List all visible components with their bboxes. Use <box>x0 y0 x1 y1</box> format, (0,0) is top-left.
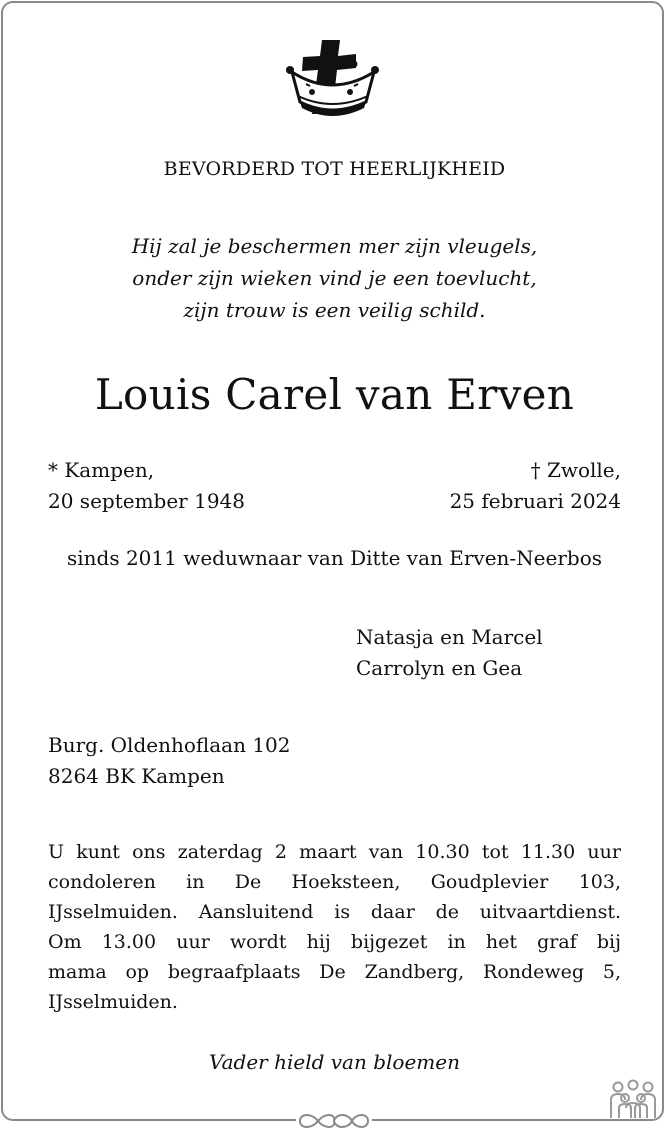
deceased-name: Louis Carel van Erven <box>94 370 575 419</box>
funeral-notice <box>48 837 621 1017</box>
infinity-icon <box>296 1110 372 1132</box>
address-street: Burg. Oldenhoflaan 102 <box>48 733 291 757</box>
address-block <box>48 730 291 792</box>
child-entry: Natasja en Marcel <box>356 625 543 649</box>
child-entry: Carrolyn en Gea <box>356 656 523 680</box>
closing-line: Vader hield van bloemen <box>209 1050 460 1074</box>
birth-info <box>48 455 245 517</box>
notice-line: Om 13.00 uur wordt hij bijgezet in het graf bij <box>48 931 621 953</box>
bible-verse <box>0 230 669 326</box>
announcement-heading: BEVORDERD TOT HEERLIJKHEID <box>163 158 506 180</box>
notice-line: IJsselmuiden. Aansluitend is daar de uitvaartdienst. <box>48 901 621 923</box>
birth-place: * Kampen, <box>48 458 155 482</box>
notice-line: mama op begraafplaats De Zandberg, Rondeweg 5, <box>48 961 621 983</box>
verse-line: zijn trouw is een veilig schild. <box>183 298 486 322</box>
death-info <box>450 455 621 517</box>
notice-line: U kunt ons zaterdag 2 maart van 10.30 tot 11.30 uur <box>48 841 621 863</box>
birth-date: 20 september 1948 <box>48 489 246 513</box>
notice-line: IJsselmuiden. <box>48 991 178 1013</box>
children-list <box>356 622 543 684</box>
people-icon[interactable] <box>608 1078 658 1122</box>
death-date: 25 februari 2024 <box>449 489 621 513</box>
death-place: † Zwolle, <box>530 458 621 482</box>
spouse-line: sinds 2011 weduwnaar van Ditte van Erven-Neerbos <box>66 546 603 570</box>
crown-cross-icon <box>282 38 382 116</box>
verse-line: Hij zal je beschermen mer zijn vleugels, <box>131 234 538 258</box>
address-city: 8264 BK Kampen <box>48 764 225 788</box>
verse-line: onder zijn wieken vind je een toevlucht, <box>132 266 537 290</box>
notice-line: condoleren in De Hoeksteen, Goudplevier 103, <box>48 871 621 893</box>
